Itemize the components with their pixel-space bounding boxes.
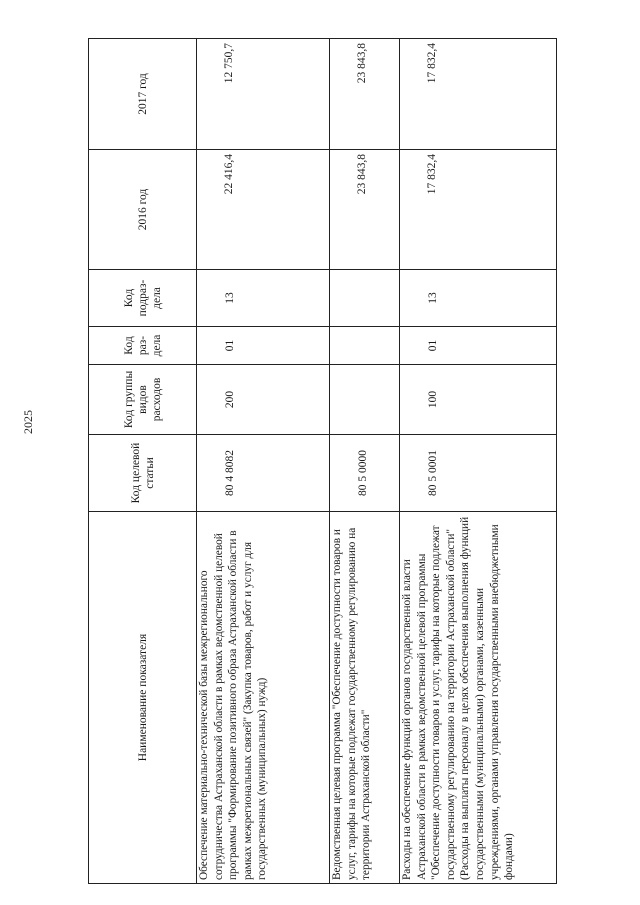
table-row — [197, 39, 330, 884]
row-name: Ведомственная целевая программа "Обеспечение доступности товаров и услуг, тарифы на которые подлежат государственному регулированию на территории Астраханской области" — [330, 512, 400, 884]
row-expense-group: 100 — [400, 365, 557, 435]
row-amount-2016: 17 832,4 — [400, 150, 557, 270]
row-amount-2017: 17 832,4 — [400, 39, 557, 150]
row-name: Обеспечение материально-технической базы межрегионального сотрудничества Астраханской области в рамках ведомственной целевой программы "Формирование позитивного образа Астраханской области в рамках межрегиональных связей" (Закупка товаров, работ и услуг для государственных (муниципальных) нужд) — [197, 512, 330, 884]
table-row — [400, 39, 557, 884]
page-number: 2025 — [21, 410, 35, 434]
row-amount-2016: 22 416,4 — [197, 150, 330, 270]
row-section: 01 — [400, 327, 557, 365]
budget-table — [88, 38, 557, 884]
header-year-2016: 2016 год — [89, 150, 197, 270]
row-target-code: 80 4 8082 — [197, 435, 330, 512]
header-target-code: Код целевой статьи — [89, 435, 197, 512]
header-year-2017: 2017 год — [89, 39, 197, 150]
row-target-code: 80 5 0000 — [330, 435, 400, 512]
row-section: 01 — [197, 327, 330, 365]
table-header-row — [89, 39, 197, 884]
row-amount-2016: 23 843,8 — [330, 150, 400, 270]
row-target-code: 80 5 0001 — [400, 435, 557, 512]
header-name: Наименование показателя — [89, 512, 197, 884]
row-subsection — [330, 270, 400, 327]
table-row — [330, 39, 400, 884]
row-expense-group: 200 — [197, 365, 330, 435]
row-subsection: 13 — [400, 270, 557, 327]
header-expense-group-code: Код группы видов расходов — [89, 365, 197, 435]
header-section-code: Код раз-дела — [89, 327, 197, 365]
row-section — [330, 327, 400, 365]
row-expense-group — [330, 365, 400, 435]
row-subsection: 13 — [197, 270, 330, 327]
header-subsection-code: Код подраз-дела — [89, 270, 197, 327]
row-name: Расходы на обеспечение функций органов государственной власти Астраханской области в рамках ведомственной целевой программы "Обеспечение доступности товаров и услуг, тарифы на которые подлежат государственному регулированию на территории Астраханской области" (Расходы на выплаты персоналу в целях обеспечения выполнения функций государственными (муниципальными) органами, казенными учреждениями, органами управления государственными внебюджетными фондами) — [400, 512, 557, 884]
budget-table-rotated — [88, 39, 556, 884]
row-amount-2017: 23 843,8 — [330, 39, 400, 150]
row-amount-2017: 12 750,7 — [197, 39, 330, 150]
